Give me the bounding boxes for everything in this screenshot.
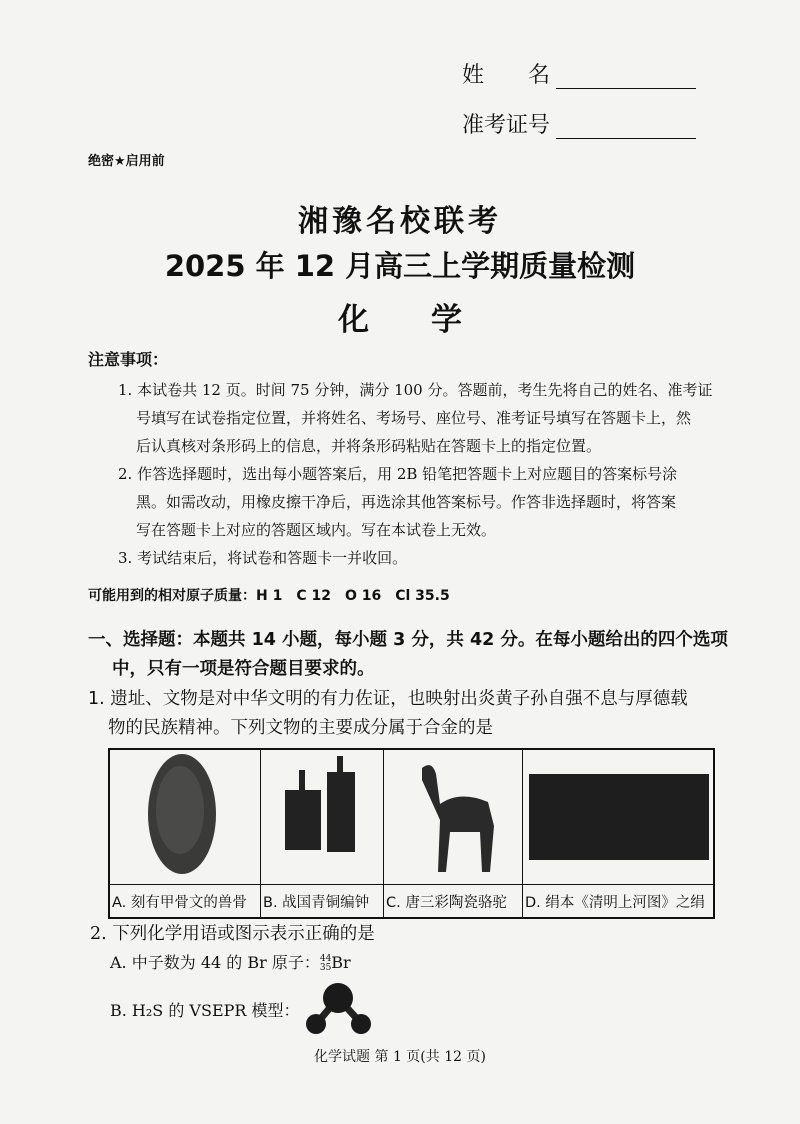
artifact-table bbox=[108, 748, 715, 919]
q2-option-a bbox=[110, 950, 351, 973]
name-field bbox=[462, 58, 696, 89]
q1-stem: 1. 遗址、文物是对中华文明的有力佐证，也映射出炎黄子孙自强不息与厚德载 bbox=[88, 689, 688, 709]
notes-heading: 注意事项： bbox=[88, 350, 169, 369]
note-2-cont: 黑。如需改动，用橡皮擦干净后，再选涂其他答案标号。作答非选择题时，将答案 bbox=[136, 493, 677, 511]
page-footer: 化学试题 第 1 页(共 12 页) bbox=[314, 1049, 486, 1065]
option-b: B. 战国青铜编钟 bbox=[261, 885, 384, 919]
option-a: A. 刻有甲骨文的兽骨 bbox=[109, 885, 261, 919]
note-1-cont: 后认真核对条形码上的信息，并将条形码粘贴在答题卡上的指定位置。 bbox=[136, 437, 602, 455]
q2-stem: 2. 下列化学用语或图示表示正确的是 bbox=[90, 924, 375, 944]
bell-image bbox=[261, 749, 384, 885]
bone-image bbox=[109, 749, 261, 885]
section-heading: 一、选择题：本题共 14 小题，每小题 3 分，共 42 分。在每小题给出的四个选项 bbox=[88, 630, 728, 650]
mass-number: 44 bbox=[319, 953, 332, 964]
note-3: 3. 考试结束后，将试卷和答题卡一并收回。 bbox=[118, 549, 408, 567]
h2s-model-icon bbox=[298, 978, 378, 1038]
secret-label: 绝密★启用前 bbox=[88, 154, 165, 169]
q1-stem-cont: 物的民族精神。下列文物的主要成分属于合金的是 bbox=[108, 718, 493, 738]
note-1: 1. 本试卷共 12 页。时间 75 分钟，满分 100 分。答题前，考生先将自己的姓名、准考证 bbox=[118, 381, 713, 399]
id-blank bbox=[556, 118, 696, 139]
atomic-mass: 可能用到的相对原子质量：H 1 C 12 O 16 Cl 35.5 bbox=[88, 588, 450, 604]
note-2: 2. 作答选择题时，选出每小题答案后，用 2B 铅笔把答题卡上对应题目的答案标号涂 bbox=[118, 465, 678, 483]
id-field bbox=[462, 108, 696, 139]
option-c: C. 唐三彩陶瓷骆驼 bbox=[384, 885, 523, 919]
atomic-number: 35 bbox=[319, 962, 332, 973]
name-blank bbox=[556, 68, 696, 89]
name-label: 姓 名 bbox=[462, 63, 551, 88]
note-1-cont: 号填写在试卷指定位置，并将姓名、考场号、座位号、准考证号填写在答题卡上，然 bbox=[136, 409, 692, 427]
subject-title: 化 学 bbox=[338, 302, 462, 338]
exam-subtitle: 2025 年 12 月高三上学期质量检测 bbox=[164, 249, 636, 283]
camel-image bbox=[384, 749, 523, 885]
q2-option-b: B. H₂S 的 VSEPR 模型： bbox=[110, 1001, 300, 1020]
option-a-text: A. 中子数为 44 的 Br 原子： bbox=[110, 953, 320, 972]
element-symbol: Br bbox=[331, 953, 351, 972]
notes-list bbox=[118, 376, 713, 572]
note-2-cont: 写在答题卡上对应的答题区域内。写在本试卷上无效。 bbox=[136, 521, 497, 539]
id-label: 准考证号 bbox=[462, 113, 551, 138]
option-d: D. 绢本《清明上河图》之绢 bbox=[523, 885, 715, 919]
exam-title: 湘豫名校联考 bbox=[298, 204, 502, 239]
isotope-numbers bbox=[320, 955, 331, 973]
painting-image bbox=[523, 749, 715, 885]
section-heading-cont: 中，只有一项是符合题目要求的。 bbox=[112, 659, 375, 679]
